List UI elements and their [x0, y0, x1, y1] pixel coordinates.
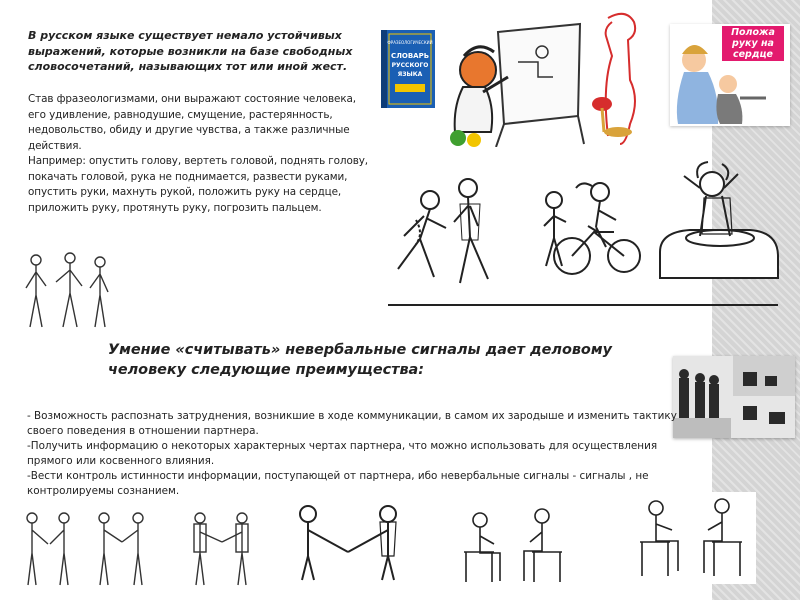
intro-bold-text: В русском языке существует немало устойчивых выражений, которые возникли на базе свободных словосочетаний, называющих тот или иной жест. [28, 29, 353, 73]
book-title-line-1: ФРАЗЕОЛОГИЧЕСКИЙ [387, 40, 433, 45]
book-title-line-2: СЛОВАРЬ [390, 52, 430, 60]
benefit-item-1: - Возможность распознать затруднения, возникшие в ходе коммуникации, в самом их зародыше и изменить тактику своего поведения в отношении партнера. [27, 410, 677, 437]
book-title-line-3: РУССКОГО [391, 62, 429, 69]
seated-men-sketch-1 [456, 506, 576, 588]
intro-paragraph-1: Став фразеологизмами, они выражают состояние человека, его удивление, равнодушие, смущение, растерянность, недовольство, обиду и другие чувства, а также различные действия. [28, 93, 356, 152]
intro-paragraph-2: Например: опустить голову, вертеть головой, поднять голову, покачать головой, рука не поднимается, развести руками, опустить руки, махнуть рукой, положить руку на сердце, приложить руку, протянуть руку, погрозить пальцем. [28, 155, 368, 214]
benefit-item-2: -Получить информацию о некоторых характерных чертах партнера, что можно использовать для осуществления прямого или косвенного влияния. [27, 440, 658, 467]
red-figure-cartoon [588, 8, 658, 148]
seated-men-sketch-2 [626, 492, 756, 584]
benefits-list [27, 409, 697, 499]
hand-on-heart-card [670, 24, 790, 126]
three-men-sketch [22, 250, 114, 332]
walking-men-cartoon [390, 170, 510, 290]
book-title-line-4: ЯЗЫКА [397, 71, 423, 78]
floor-line [388, 304, 778, 306]
painter-drawing-icon [438, 12, 588, 147]
benefit-item-3: -Вести контроль истинности информации, поступающей от партнера, ибо невербальные сигналы - сигналы , не контролируемы сознанием. [27, 470, 649, 497]
headline: Умение «считывать» невербальные сигналы дает деловому человеку следующие преимущества: [108, 342, 612, 378]
card-caption: Положа руку на сердце [722, 26, 784, 61]
intro-body [28, 92, 376, 216]
handshake-sketch-2 [90, 508, 154, 590]
man-in-shoe-cartoon [656, 158, 780, 290]
dictionary-book-icon [381, 30, 435, 108]
bicycle-cartoon [532, 172, 642, 284]
painter-cartoon [438, 12, 588, 147]
dictionary-book-image [381, 30, 435, 108]
handshake-sketch-4 [290, 500, 414, 584]
handshake-sketch-3 [186, 508, 258, 590]
handshake-sketch-1 [20, 508, 78, 590]
